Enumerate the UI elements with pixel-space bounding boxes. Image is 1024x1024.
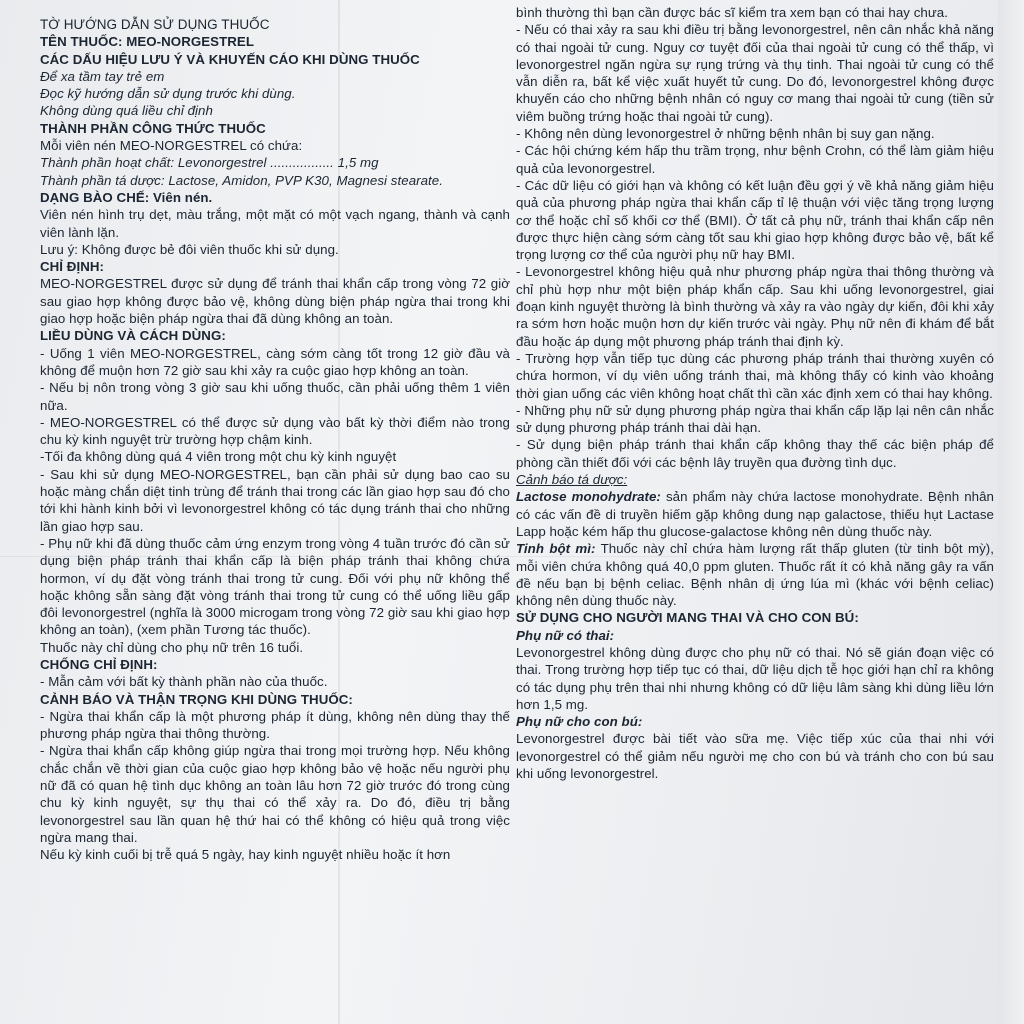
paragraph: -Tối đa không dùng quá 4 viên trong một chu kỳ kinh nguyệt: [40, 449, 397, 465]
section-heading: CHỐNG CHỈ ĐỊNH:: [40, 656, 158, 672]
paragraph: Lưu ý: Không được bẻ đôi viên thuốc khi sử dụng.: [40, 241, 339, 257]
paragraph: - Ngừa thai khẩn cấp là một phương pháp ít dùng, không nên dùng thay thế phương pháp ngừa thai thông thường.: [40, 708, 510, 742]
italic-line: Để xa tầm tay trẻ em: [40, 68, 165, 84]
paragraph: - Các hội chứng kém hấp thu trầm trọng, như bệnh Crohn, có thể làm giảm hiệu quả của levonorgestrel.: [516, 143, 994, 176]
italic-line: Không dùng quá liều chỉ định: [40, 103, 213, 119]
paragraph-label: Lactose monohydrate:: [516, 489, 661, 505]
italic-line: Thành phần tá dược: Lactose, Amidon, PVP K30, Magnesi stearate.: [40, 172, 443, 188]
paragraph-label: Tinh bột mì:: [516, 541, 596, 557]
paragraph-text: sản phẩm này chứa lactose monohydrate. Bệnh nhân có các vấn đề di truyền hiếm gặp không dung nạp galactose, thiếu hụt Lactase Lapp hoặc kém hấp thu glucose-galactose không nên dùng thuốc này.: [516, 489, 994, 539]
section-heading: SỬ DỤNG CHO NGƯỜI MANG THAI VÀ CHO CON BÚ:: [516, 610, 859, 626]
paragraph: MEO-NORGESTREL được sử dụng để tránh thai khẩn cấp trong vòng 72 giờ sau giao hợp không được bảo vệ, không dùng biện pháp ngừa thai trong khi giao hợp hoặc biện pháp ngừa thai đã dùng không an toàn.: [40, 276, 510, 327]
section-heading: TÊN THUỐC: MEO-NORGESTREL: [40, 34, 254, 50]
section-heading: THÀNH PHẦN CÔNG THỨC THUỐC: [40, 120, 266, 136]
paragraph: - Trường hợp vẫn tiếp tục dùng các phương pháp tránh thai thường xuyên có chứa hormon, ví dụ viên uống tránh thai, mà không thấy có kinh vào khoảng thời gian uống các viên không hoạt chất thì cần xác định xem có thai hay không.: [516, 350, 994, 401]
section-heading: CẢNH BÁO VÀ THẬN TRỌNG KHI DÙNG THUỐC:: [40, 691, 353, 707]
paragraph: Thuốc này chỉ dùng cho phụ nữ trên 16 tuổi.: [40, 639, 304, 655]
italic-line: Đọc kỹ hướng dẫn sử dụng trước khi dùng.: [40, 86, 296, 102]
paragraph: - Sau khi sử dụng MEO-NORGESTREL, bạn cần phải sử dụng bao cao su hoặc màng chắn diệt tinh trùng để tránh thai trong các lần giao hợp sau đó cho tới khi hành kinh bởi vì levonorgestrel không có tác dụng tránh thai cho những lần giao hợp sau.: [40, 466, 510, 534]
paragraph: Levonorgestrel được bài tiết vào sữa mẹ. Việc tiếp xúc của thai nhi với levonorgestrel có thể giảm nếu người mẹ cho con bú và tránh cho con bú sau khi uống levonorgestrel.: [516, 731, 994, 782]
paragraph: - Mẫn cảm với bất kỳ thành phần nào của thuốc.: [40, 674, 328, 690]
paragraph-text: Thuốc này chỉ chứa hàm lượng rất thấp gluten (từ tinh bột mỳ), mỗi viên chứa không quá 40,0 ppm gluten. Thuốc rất ít có khả năng gây ra vấn đề nếu bạn bị bệnh celiac. Bệnh nhân dị ứng lúa mì (khác với bệnh celiac) không nên dùng thuốc này.: [516, 541, 994, 609]
paragraph: bình thường thì bạn cần được bác sĩ kiểm tra xem bạn có thai hay chưa.: [516, 5, 948, 20]
subheading: Cảnh báo tá dược:: [516, 472, 628, 488]
section-heading: LIỀU DÙNG VÀ CÁCH DÙNG:: [40, 328, 226, 344]
paragraph: - Uống 1 viên MEO-NORGESTREL, càng sớm càng tốt trong 12 giờ đầu và không để muộn hơn 72 giờ sau khi xảy ra cuộc giao hợp không an toàn.: [40, 345, 510, 378]
labeled-paragraph: [516, 488, 994, 540]
paragraph: - Không nên dùng levonorgestrel ở những bệnh nhân bị suy gan nặng.: [516, 126, 935, 142]
right-column: [516, 4, 994, 782]
paragraph: - Sử dụng biện pháp tránh thai khẩn cấp không thay thế các biện pháp để phòng cần thiết đối với các bệnh lây truyền qua đường tình dục.: [516, 437, 994, 470]
left-column: [40, 16, 510, 864]
paragraph: - MEO-NORGESTREL có thể được sử dụng vào bất kỳ thời điểm nào trong chu kỳ kinh nguyệt trừ trường hợp chậm kinh.: [40, 414, 510, 448]
paper-edge: [998, 0, 1024, 1024]
paragraph: Viên nén hình trụ dẹt, màu trắng, một mặt có một vạch ngang, thành và cạnh viên lành lặn.: [40, 207, 510, 240]
paragraph: - Phụ nữ khi đã dùng thuốc cảm ứng enzym trong vòng 4 tuần trước đó cần sử dụng biện pháp tránh thai khẩn cấp là biện pháp tránh thai không chứa hormon, ví dụ đặt vòng tránh thai trong tử cung. Đối với phụ nữ không thể hoặc không sẵn sàng đặt vòng tránh thai trong tử cung có thể uống liều gấp đôi levonorgestrel (nghĩa là 3000 microgam trong vòng 72 giờ sau khi giao hợp không an toàn), (xem phần Tương tác thuốc).: [40, 535, 510, 638]
italic-line: Thành phần hoạt chất: Levonorgestrel ................. 1,5 mg: [40, 155, 379, 171]
document-title: TỜ HƯỚNG DẪN SỬ DỤNG THUỐC: [40, 17, 270, 32]
paragraph: - Levonorgestrel không hiệu quả như phương pháp ngừa thai thông thường và chỉ phù hợp như một biện pháp khẩn cấp. Sau khi uống levonorgestrel, giai đoạn kinh nguyệt thường là bình thường và xảy ra vào ngày dự kiến, đôi khi xảy ra sớm hơn hoặc muộn hơn dự kiến trước vài ngày. Phụ nữ nên đi khám để bắt đầu hoặc áp dụng một phương pháp tránh thai định kỳ.: [516, 264, 994, 349]
paragraph: Nếu kỳ kinh cuối bị trễ quá 5 ngày, hay kinh nguyệt nhiều hoặc ít hơn: [40, 847, 451, 863]
paragraph: Levonorgestrel không dùng được cho phụ nữ có thai. Nó sẽ gián đoạn việc có thai. Trong trường hợp tiếp tục có thai, dữ liệu dịch tễ học giới hạn chỉ ra không có tác dụng phụ trên thai nhi nhưng không có dữ liệu lâm sàng khi dùng liều lớn hơn 1,5 mg.: [516, 644, 994, 712]
paragraph-label: Phụ nữ cho con bú:: [516, 714, 643, 730]
paragraph: - Các dữ liệu có giới hạn và không có kết luận đều gợi ý về khả năng giảm hiệu quả của phương pháp ngừa thai khẩn cấp tỉ lệ thuận với việc tăng trọng lượng cơ thể hoặc chỉ số khối cơ thể (BMI). Ở tất cả phụ nữ, tránh thai khẩn cấp nên được thực hiện càng sớm càng tốt sau khi giao hợp không được bảo vệ, bất kể trọng lượng cơ thể của người phụ nữ hay BMI.: [516, 177, 994, 263]
paragraph: - Nếu bị nôn trong vòng 3 giờ sau khi uống thuốc, cần phải uống thêm 1 viên nữa.: [40, 380, 510, 413]
paragraph: - Ngừa thai khẩn cấp không giúp ngừa thai trong mọi trường hợp. Nếu không chắc chắn về thời gian của cuộc giao hợp không bảo vệ hoặc nếu người phụ nữ đã có quan hệ tình dục không an toàn lâu hơn 72 giờ trước đó trong cùng chu kỳ kinh nguyệt, sự thụ thai có thể xảy ra. Do đó, điều trị bằng levonorgestrel sau lần quan hệ thứ hai có thể không có hiệu quả trong việc ngừa mang thai.: [40, 743, 510, 845]
paragraph: Mỗi viên nén MEO-NORGESTREL có chứa:: [40, 138, 303, 154]
paragraph: - Nếu có thai xảy ra sau khi điều trị bằng levonorgestrel, nên cân nhắc khả năng có thai ngoài tử cung. Nguy cơ tuyệt đối của thai ngoài tử cung có thể thấp, vì levonorgestrel ngăn ngừa sự rụng trứng và thụ tinh. Thai ngoài tử cung có thể vẫn diễn ra, bất kể việc xuất huyết tử cung. Do đó, levonorgestrel không được khuyến cáo cho những bệnh nhân có nguy cơ mang thai ngoài tử cung (tiền sử viêm buồng trứng hoặc thai ngoài tử cung).: [516, 22, 994, 124]
paragraph: - Những phụ nữ sử dụng phương pháp ngừa thai khẩn cấp lặp lại nên cân nhắc sử dụng phương pháp tránh thai dài hạn.: [516, 402, 994, 436]
labeled-paragraph: [516, 627, 994, 644]
labeled-paragraph: [516, 540, 994, 609]
section-heading: DẠNG BÀO CHẾ: Viên nén.: [40, 189, 213, 205]
paragraph-label: Phụ nữ có thai:: [516, 627, 615, 643]
section-heading: CHỈ ĐỊNH:: [40, 259, 104, 275]
labeled-paragraph: [516, 713, 994, 730]
section-heading: CÁC DẤU HIỆU LƯU Ý VÀ KHUYẾN CÁO KHI DÙNG THUỐC: [40, 51, 420, 67]
